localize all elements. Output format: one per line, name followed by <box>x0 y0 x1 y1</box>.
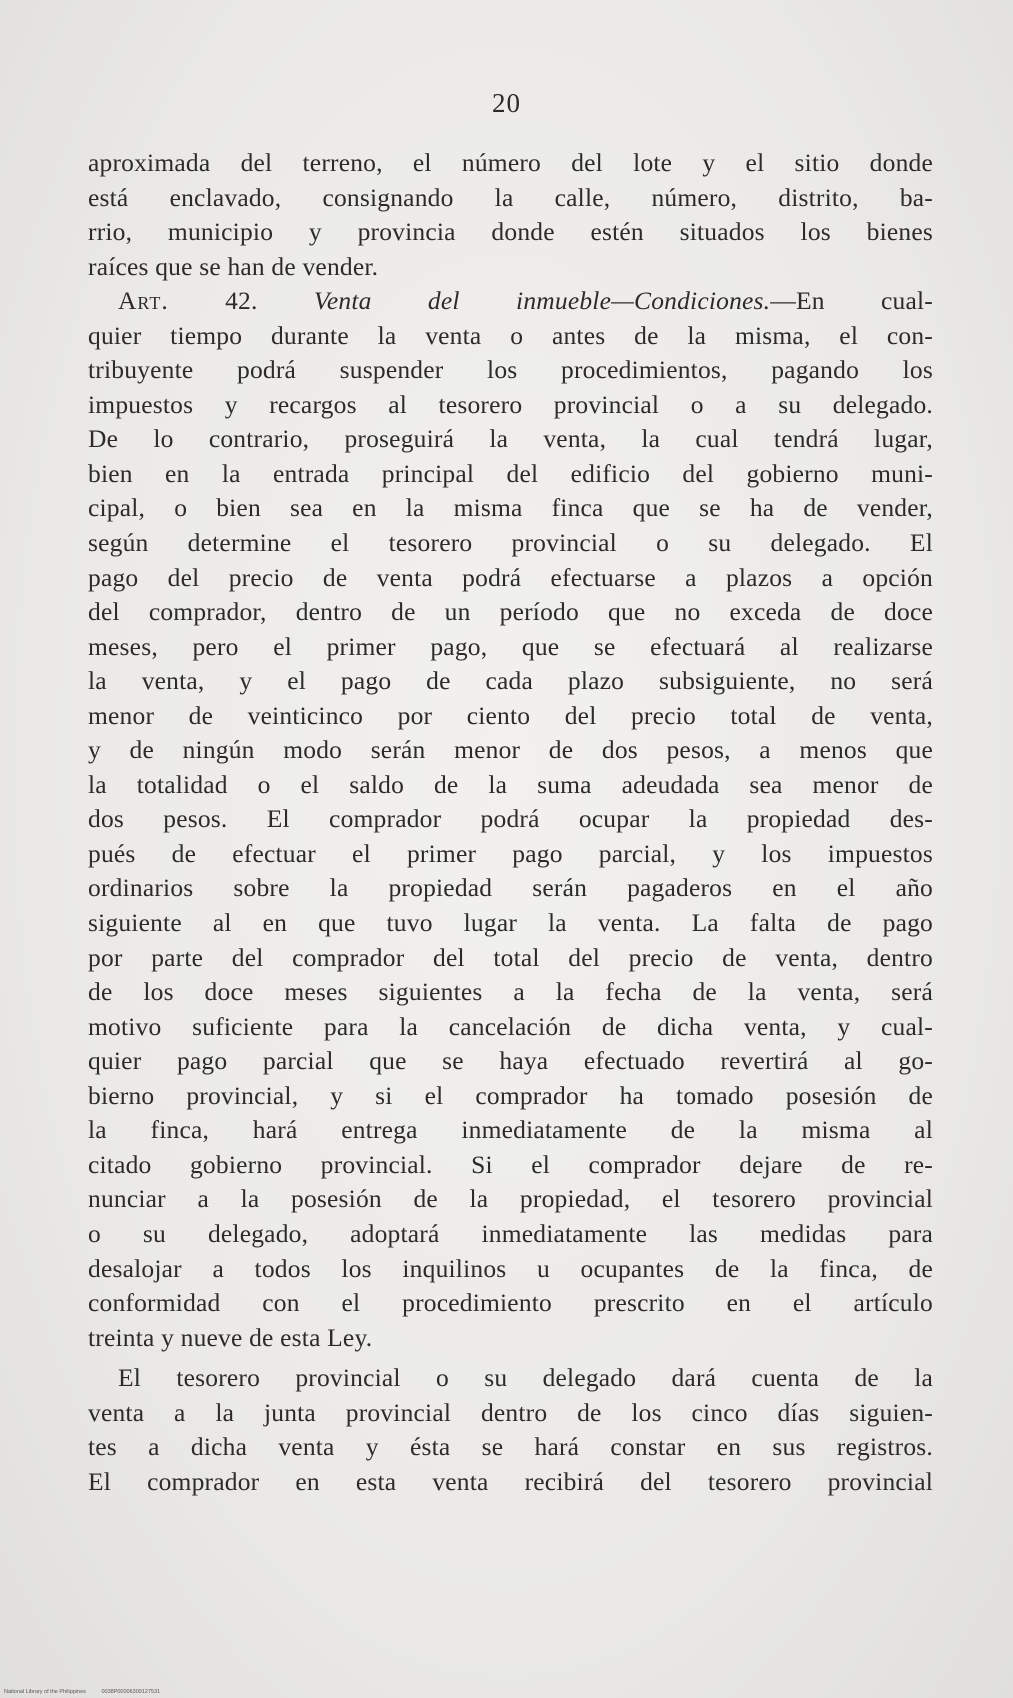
text-line: o su delegado, adoptará inmediatamente las medidas para <box>88 1218 933 1248</box>
text-line: pago del precio de venta podrá efectuarse a plazos a opción <box>88 562 933 592</box>
text-line: raíces que se han de vender. <box>88 251 379 281</box>
text-line: la finca, hará entrega inmediatamente de la misma al <box>88 1115 933 1145</box>
text-line: siguiente al en que tuvo lugar la venta. La falta de pago <box>88 908 933 938</box>
text-line: El tesorero provincial o su delegado dará cuenta de la <box>118 1363 933 1393</box>
scan-footer <box>4 1689 160 1695</box>
text-line: conformidad con el procedimiento prescrito en el artículo <box>88 1288 933 1318</box>
text-line: dos pesos. El comprador podrá ocupar la propiedad des- <box>88 804 933 834</box>
text-line: cipal, o bien sea en la misma finca que se ha de vender, <box>88 493 933 523</box>
text-line: meses, pero el primer pago, que se efectuará al realizarse <box>88 631 933 661</box>
page-number: 20 <box>492 88 521 118</box>
text-line: De lo contrario, proseguirá la venta, la cual tendrá lugar, <box>88 424 933 454</box>
paragraph-report <box>88 1361 933 1499</box>
article-title: Venta del inmueble—Condiciones. <box>313 286 771 316</box>
text-line: quier tiempo durante la venta o antes de la misma, el con- <box>88 320 933 350</box>
text-line: y de ningún modo serán menor de dos pesos, a menos que <box>88 735 933 765</box>
article-42 <box>88 284 933 1355</box>
text-line: El comprador en esta venta recibirá del tesorero provincial <box>88 1466 933 1496</box>
text-line: menor de veinticinco por ciento del precio total de venta, <box>88 700 933 730</box>
article-number: 42. <box>225 286 258 316</box>
text-line: ordinarios sobre la propiedad serán pagaderos en el año <box>88 873 933 903</box>
text-line: motivo suficiente para la cancelación de dicha venta, y cual- <box>88 1011 933 1041</box>
text-line: está enclavado, consignando la calle, número, distrito, ba- <box>88 182 933 212</box>
text-line: según determine el tesorero provincial o su delegado. El <box>88 528 933 558</box>
paragraph-continuation <box>88 146 933 284</box>
article-label: Art. <box>118 286 169 316</box>
text-line: de los doce meses siguientes a la fecha de la venta, será <box>88 977 933 1007</box>
text-line: tes a dicha venta y ésta se hará constar en sus registros. <box>88 1432 933 1462</box>
text-line: aproximada del terreno, el número del lote y el sitio donde <box>88 148 933 177</box>
scan-code: 0038P00006309127531 <box>101 1689 161 1695</box>
library-credit: National Library of the Philippines <box>4 1689 86 1695</box>
text-line: la venta, y el pago de cada plazo subsiguiente, no será <box>88 666 933 696</box>
text-line: del comprador, dentro de un período que no exceda de doce <box>88 597 933 627</box>
text-line: desalojar a todos los inquilinos u ocupantes de la finca, de <box>88 1253 933 1283</box>
text-line: citado gobierno provincial. Si el comprador dejare de re- <box>88 1149 933 1179</box>
text-line: pués de efectuar el primer pago parcial, y los impuestos <box>88 838 933 868</box>
body-text <box>88 146 933 1499</box>
text-line: nunciar a la posesión de la propiedad, el tesorero provincial <box>88 1184 933 1214</box>
text-line: venta a la junta provincial dentro de los cinco días siguien- <box>88 1397 933 1427</box>
text-line: treinta y nueve de esta Ley. <box>88 1322 373 1352</box>
text-line: rrio, municipio y provincia donde estén situados los bienes <box>88 217 933 247</box>
text-line: tribuyente podrá suspender los procedimientos, pagando los <box>88 355 933 385</box>
text-line: quier pago parcial que se haya efectuado revertirá al go- <box>88 1046 933 1076</box>
text-line: por parte del comprador del total del precio de venta, dentro <box>88 942 933 972</box>
text-line: bierno provincial, y si el comprador ha tomado posesión de <box>88 1080 933 1110</box>
article-heading-line <box>88 284 933 319</box>
text-line: la totalidad o el saldo de la suma adeudada sea menor de <box>88 769 933 799</box>
text-line: bien en la entrada principal del edificio del gobierno muni- <box>88 458 933 488</box>
article-heading-rest: —En cual- <box>770 286 933 316</box>
text-line: impuestos y recargos al tesorero provincial o a su delegado. <box>88 389 933 419</box>
